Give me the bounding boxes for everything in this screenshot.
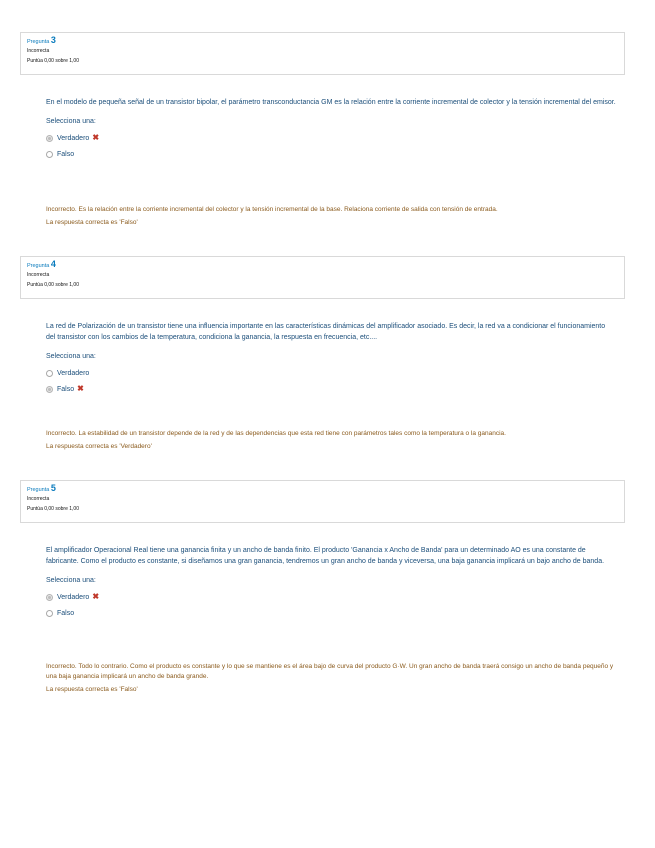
option-label: Falso [57, 150, 75, 158]
option-label: Falso [57, 385, 75, 393]
option-falso[interactable] [46, 608, 616, 618]
question-label: Pregunta 3 [27, 35, 56, 45]
right-answer: La respuesta correcta es 'Verdadero' [46, 443, 152, 450]
radio-button[interactable] [46, 594, 53, 601]
question-info-box [20, 256, 625, 299]
question-grade: Puntúa 0,00 sobre 1,00 [27, 58, 79, 64]
incorrect-icon: ✖ [92, 592, 100, 601]
right-answer: La respuesta correcta es 'Falso' [46, 219, 138, 226]
question-text: La red de Polarización de un transistor tiene una influencia importante en las características dinámicas del amplificador asociado. Es decir, la red va a condicionar el funcionamiento del transistor con los cambios de la temperatura, condiciona la ganancia, la respuesta en frecuencia, etc.... [46, 323, 606, 341]
feedback-text: Incorrecto. Todo lo contrario. Como el producto es constante y lo que se mantiene es el área bajo de curva del producto G·W. Un gran ancho de banda traerá consigo un ancho de banda pequeño y una baja ganancia implicará un ancho de banda grande. [46, 663, 614, 680]
option-label: Verdadero [57, 369, 90, 377]
question-number: 4 [50, 259, 56, 269]
option-verdadero[interactable] [46, 592, 616, 602]
question-feedback [46, 205, 616, 228]
option-verdadero[interactable] [46, 368, 616, 378]
question-feedback [46, 662, 616, 695]
select-prompt: Selecciona una: [46, 118, 96, 125]
select-prompt: Selecciona una: [46, 577, 96, 584]
select-prompt: Selecciona una: [46, 353, 96, 360]
question-grade: Puntúa 0,00 sobre 1,00 [27, 506, 79, 512]
question-state: Incorrecta [27, 272, 50, 278]
radio-button[interactable] [46, 151, 53, 158]
question-label: Pregunta 5 [27, 483, 56, 493]
radio-button[interactable] [46, 386, 53, 393]
question-number: 5 [50, 483, 56, 493]
question-content [46, 321, 616, 394]
question-content [46, 97, 616, 159]
radio-button[interactable] [46, 370, 53, 377]
feedback-text: Incorrecto. La estabilidad de un transistor depende de la red y de las dependencias que esta red tiene con parámetros tales como la temperatura o la ganancia. [46, 430, 506, 437]
question-info-box [20, 32, 625, 75]
radio-button[interactable] [46, 610, 53, 617]
question-grade: Puntúa 0,00 sobre 1,00 [27, 282, 79, 288]
question-number: 3 [50, 35, 56, 45]
incorrect-icon: ✖ [77, 384, 84, 393]
right-answer: La respuesta correcta es 'Falso' [46, 686, 138, 693]
option-label: Verdadero [57, 593, 90, 601]
question-label: Pregunta 4 [27, 259, 56, 269]
incorrect-icon: ✖ [92, 133, 100, 142]
feedback-text: Incorrecto. Es la relación entre la corriente incremental del colector y la tensión incremental de la base. Relaciona corriente de salida con tensión de entrada. [46, 206, 498, 213]
option-verdadero[interactable] [46, 133, 616, 143]
option-label: Falso [57, 609, 75, 617]
radio-button[interactable] [46, 135, 53, 142]
option-label: Verdadero [57, 134, 90, 142]
question-state: Incorrecta [27, 48, 50, 54]
question-state: Incorrecta [27, 496, 50, 502]
question-text: El amplificador Operacional Real tiene una ganancia finita y un ancho de banda finito. El producto 'Ganancia x Ancho de Banda' para un determinado AO es una constante de fabricante. Como el producto es constante, si diseñamos una gran ganancia, tendremos un gran ancho de banda y viceversa, una baja ganancia implicará un bajo ancho de banda. [46, 547, 605, 565]
option-falso[interactable] [46, 149, 616, 159]
question-feedback [46, 429, 616, 452]
question-info-box [20, 480, 625, 523]
question-text: En el modelo de pequeña señal de un transistor bipolar, el parámetro transconductancia GM es la relación entre la corriente incremental de colector y la tensión incremental del emisor. [46, 99, 616, 106]
option-falso[interactable] [46, 384, 616, 394]
question-content [46, 545, 616, 618]
